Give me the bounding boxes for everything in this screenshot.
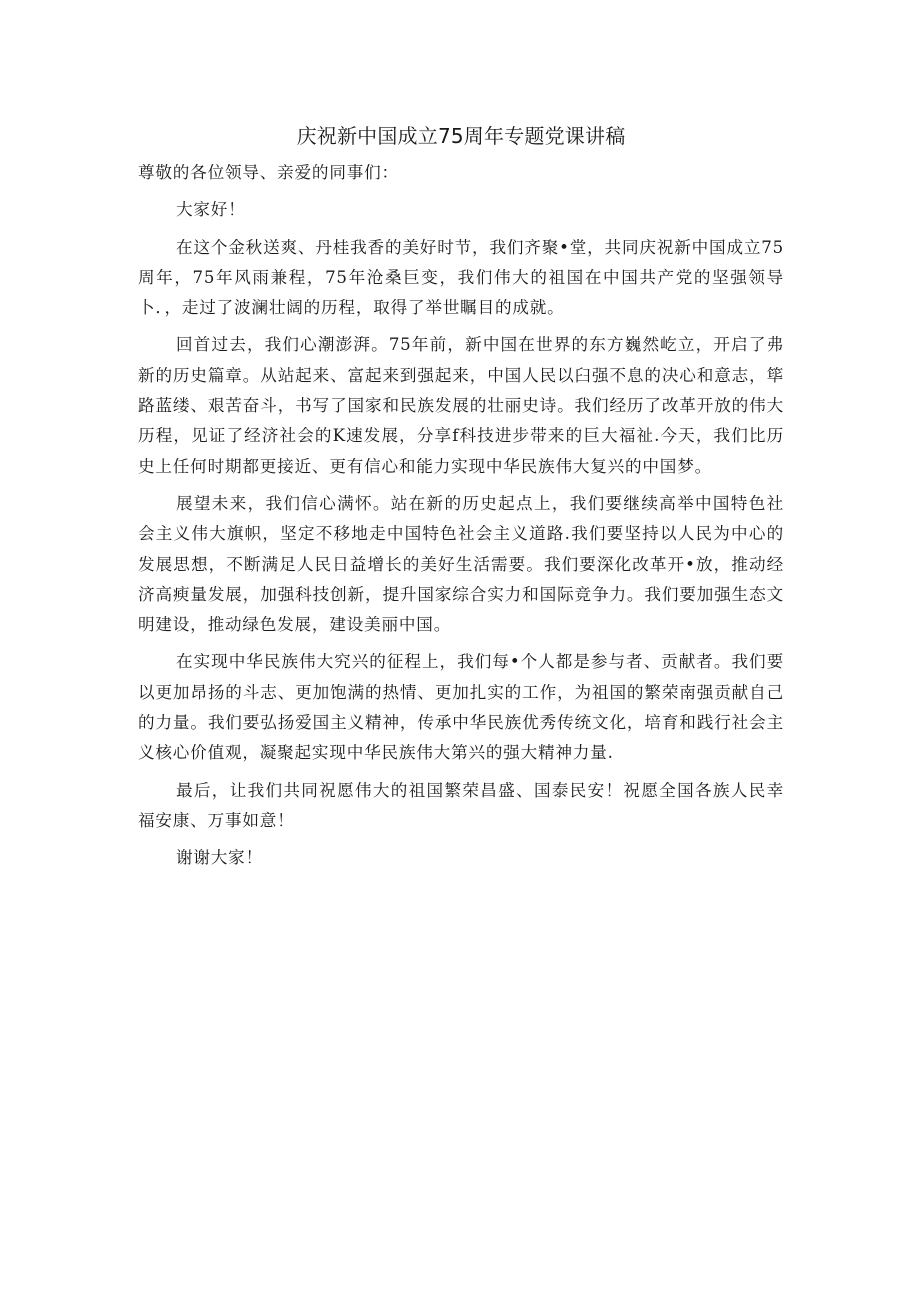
- document-body: [138, 158, 784, 881]
- paragraph-intro: 在这个金秋送爽、丹桂我香的美好时节，我们齐聚•堂，共同庆祝新中国成立75周年，75年风雨兼程，75年沧桑巨变，我们伟大的祖国在中国共产党的坚强领导卜．，走过了波澜壮阔的历程，取得了举世瞩目的成就。: [138, 237, 784, 318]
- paragraph-responsibility: 在实现中华民族伟大究兴的征程上，我们每•个人都是参与者、贡献者。我们要以更加昂扬的斗志、更加饱满的热情、更加扎实的工作，为祖国的繁荣南强贡献自己的力量。我们要弘扬爱国主义精神，传承中华民族优秀传统文化，培育和践行社会主义核心价值观，凝聚起实现中华民族伟大第兴的强大精神力量.: [138, 652, 784, 763]
- greeting-line: 尊敬的各位领导、亲爱的同事们：: [138, 163, 399, 182]
- document-title: 庆祝新中国成立75周年专题党课讲稿: [296, 124, 626, 148]
- paragraph-thanks: 谢谢大家！: [176, 848, 263, 868]
- paragraph-review: 回首过去，我们心潮澎湃。75年前，新中国在世界的东方巍然屹立，开启了弗新的历史篇章。从站起来、富起来到强起来，中国人民以臼强不息的决心和意志，筚路蓝缕、艰苦奋斗，书写了国家和民族发展的壮丽史诗。我们经历了改革开放的伟大历程，见证了经济社会的K速发展，分享f科技进步带来的巨大福祉.今天，我们比历史上任何时期都更接近、更有信心和能力实现中华民族伟大复兴的中国梦。: [138, 335, 784, 476]
- paragraph-hello: 大家好！: [176, 200, 246, 220]
- paragraph-wishes: 最后，让我们共同祝愿伟大的祖国繁荣昌盛、国泰民安！祝愿全国各族人民幸福安康、万事如意！: [138, 780, 784, 830]
- paragraph-outlook: 展望未来，我们信心满怀。站在新的历史起点上，我们要继续高举中国特色社会主义伟大旗帜，坚定不移地走中国特色社会主义道路.我们要坚持以人民为中心的发展思想，不断满足人民日益增长的美好生活需要。我们要深化改革开•放，推动经济高瘐量发展，加强科技创新，提升国家综合实力和国际竞争力。我们要加强生态文明建设，推动绿色发展，建设美丽中国。: [138, 493, 784, 635]
